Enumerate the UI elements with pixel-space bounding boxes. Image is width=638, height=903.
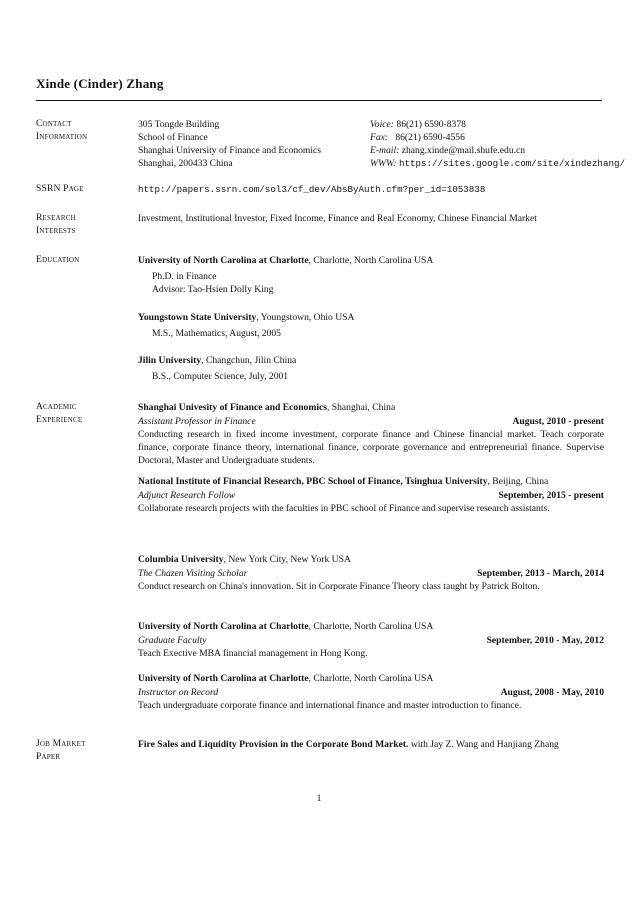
education-label: Education [36,255,80,265]
jobmarket-section [36,738,606,766]
experience-item: National Institute of Financial Research, PBC School of Finance, Tsinghua University, Beijing, China Adjunct Research Follow September, 2015 - present Collaborate research projects with the faculties in PBC school of Finance and supervise research assistants. [138,476,604,514]
jobmarket-label: Job Market Paper [36,739,86,762]
education-item: University of North Carolina at Charlotte, Charlotte, North Carolina USA Ph.D. in Finance Advisor: Tao-Hsien Dolly King [138,255,434,295]
voice-line: Voice: 86(21) 6590-8378 [370,119,466,130]
address-line: Shanghai, 200433 China [138,158,233,169]
www-line: WWW: https://sites.google.com/site/xindezhang/ [370,158,626,169]
email-link[interactable]: zhang.xinde@mail.shufe.edu.cn [401,145,526,156]
ssrn-content [138,183,604,196]
experience-item: Columbia University, New York City, New York USA The Chazen Visiting Scholar September, 2013 - March, 2014 Conduct research on China's innovation. Sit in Corporate Finance Theory class taught by Patrick Bolton. [138,554,604,592]
address-block [138,118,368,170]
ssrn-link[interactable]: http://papers.ssrn.com/sol3/cf_dev/AbsByAuth.cfm?per_id=1053838 [138,184,486,195]
contact-details [370,118,638,170]
experience-item: University of North Carolina at Charlotte, Charlotte, North Carolina USA Instructor on Record August, 2008 - May, 2010 Teach undergraduate corporate finance and international finance and master introduction to finance. [138,673,604,711]
research-label: Research Interests [36,213,76,236]
fax-line: Fax: 86(21) 6590-4556 [370,132,465,143]
address-line: 305 Tongde Building [138,119,220,130]
academic-section [36,401,606,721]
education-item: Jilin University, Changchun, Jilin China B.S., Computer Science, July, 2001 [138,355,297,382]
page-number: 1 [316,793,322,804]
email-line: E-mail: zhang.xinde@mail.shufe.edu.cn [370,145,526,156]
cv-name: Xinde (Cinder) Zhang [36,76,164,91]
experience-item: University of North Carolina at Charlotte, Charlotte, North Carolina USA Graduate Faculty September, 2010 - May, 2012 Teach Exective MBA financial management in Hong Kong. [138,621,604,659]
www-link[interactable]: https://sites.google.com/site/xindezhang/ [398,158,626,169]
address-line: School of Finance [138,132,208,143]
education-item: Youngstown State University, Youngstown, Ohio USA M.S., Mathematics, August, 2005 [138,312,355,339]
contact-label: Contact Information [36,119,88,142]
jobmarket-paper [138,738,604,751]
ssrn-section [36,183,606,197]
research-text: Investment, Institutional Investor, Fixed Income, Finance and Real Economy, Chinese Financial Market [138,213,537,224]
ssrn-label: SSRN Page [36,184,84,194]
address-line: Shanghai University of Finance and Economics [138,145,322,156]
experience-item: Shanghai Univesity of Finance and Economics, Shanghai, China Assistant Professor in Finance August, 2010 - present Conducting research in fixed income investment, corporate finance and Chinese financial market. Teach corporate finance, corporate finance theory, international finance, corporate governance and entrepreneurial finance. Supervise Doctoral, Master and Undergraduate students. [138,402,604,466]
contact-section [36,118,626,170]
header-rule [36,100,602,101]
paper-coauthors: with Jay Z. Wang and Hanjiang Zhang [408,739,559,750]
education-section [36,254,606,384]
academic-label: Academic Experience [36,402,83,425]
research-section [36,212,606,238]
paper-title: Fire Sales and Liquidity Provision in the Corporate Bond Market. [138,739,409,750]
